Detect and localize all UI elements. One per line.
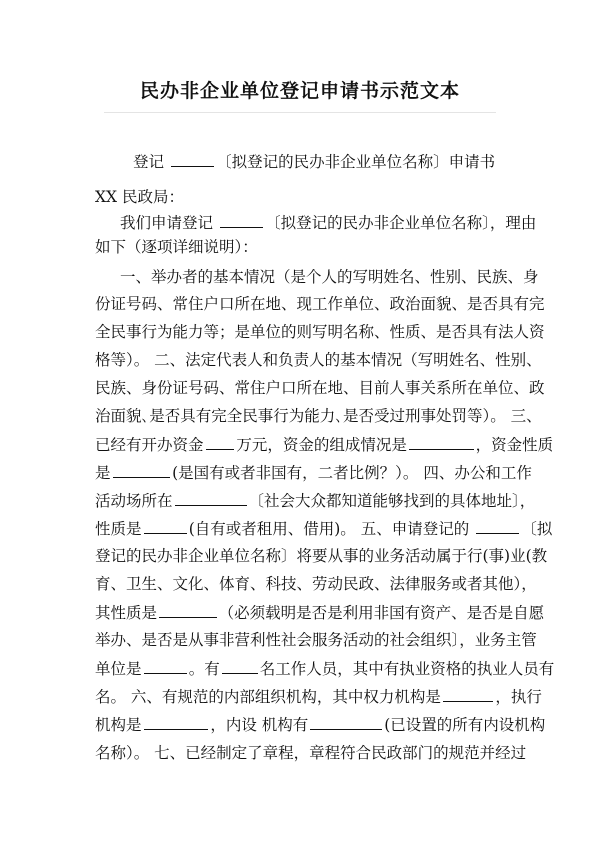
- body-line: [95, 378, 545, 398]
- blank-field: [159, 602, 217, 618]
- body-line: [95, 686, 542, 707]
- body-line: [95, 490, 535, 511]
- document-title: 民办非企业单位登记申请书示范文本: [139, 80, 460, 102]
- text-run: 登记: [133, 153, 169, 171]
- text-run: 〔拟登记的民办非企业单位名称〕，理由: [265, 214, 537, 232]
- body-line: [95, 658, 554, 679]
- blank-field: [310, 714, 382, 730]
- text-run: 名。 六、有规范的内部组织机构，其中权力机构是: [95, 688, 441, 706]
- blank-field: [220, 212, 263, 228]
- text-run: 治面貌､是否具有完全民事行为能力､是否受过刑事处罚等）。 三、: [95, 407, 542, 425]
- text-run: 格等）。 二、法定代表人和负责人的基本情况（写明姓名、性别、: [95, 351, 542, 369]
- blank-field: [144, 518, 187, 534]
- blank-field: [144, 714, 209, 730]
- text-run: XX 民政局：: [95, 188, 184, 206]
- body-line: [95, 602, 544, 623]
- body-line: [95, 714, 545, 735]
- body-line: [95, 322, 545, 342]
- body-line: [95, 237, 258, 257]
- text-run: ，内设 机构有: [210, 716, 309, 734]
- text-run: 机构是: [95, 716, 142, 734]
- body-line: [95, 743, 526, 763]
- body-line: [133, 151, 495, 172]
- text-run: 名工作人员，其中有执业资格的执业人员有: [259, 660, 555, 678]
- text-run: 〔社会大众都知道能够找到的具体地址〕，: [248, 492, 536, 510]
- text-run: 。有: [188, 660, 220, 678]
- text-run: ，资金性质: [475, 436, 554, 454]
- body-line: [95, 434, 553, 455]
- text-run: (已设置的所有内设机构: [384, 716, 546, 734]
- body-line: [95, 350, 542, 370]
- blank-field: [175, 490, 247, 506]
- text-run: 登记的民办非企业单位名称〕将要从事的业务活动属于行(事)业(教: [95, 547, 548, 565]
- text-run: 万元，资金的组成情况是: [236, 436, 407, 454]
- body-line: [120, 267, 539, 287]
- body-line: [95, 630, 537, 650]
- text-run: 单位是: [95, 660, 142, 678]
- text-run: （必须载明是否是利用非国有资产、是否是自愿: [218, 604, 545, 622]
- blank-field: [222, 658, 258, 674]
- body-line: [95, 187, 184, 207]
- text-run: 性质是: [95, 520, 142, 538]
- text-run: 份证号码、常住户口所在地、现工作单位、政治面貌、是否具有完: [95, 295, 545, 313]
- text-run: 名称）。 七、已经制定了章程，章程符合民政部门的规范并经过: [95, 744, 527, 762]
- blank-field: [113, 462, 171, 478]
- text-run: (是国有或者非国有，二者比例？）。 四、办公和工作: [172, 464, 532, 482]
- text-run: 已经有开办资金: [95, 436, 204, 454]
- text-run: 民族、身份证号码、常住户口所在地、目前人事关系所在单位、政: [95, 379, 545, 397]
- body-line: [120, 212, 536, 233]
- body-line: [95, 518, 552, 539]
- body-line: [95, 406, 542, 426]
- text-run: 全民事行为能力等；是单位的则写明名称、性质、是否具有法人资: [95, 323, 545, 341]
- body-line: [95, 294, 545, 314]
- text-run: 活动场所在: [95, 492, 173, 510]
- text-run: 一、举办者的基本情况（是个人的写明姓名、性别、民族、身: [120, 268, 539, 286]
- text-run: 其性质是: [95, 604, 158, 622]
- blank-field: [206, 434, 235, 450]
- text-run: ，执行: [495, 688, 542, 706]
- text-run: 是: [95, 464, 111, 482]
- title-divider: [104, 112, 496, 113]
- blank-field: [144, 658, 187, 674]
- body-line: [95, 546, 547, 566]
- text-run: 如下（逐项详细说明）：: [95, 238, 258, 256]
- body-line: [95, 574, 537, 594]
- text-run: 我们申请登记: [120, 214, 218, 232]
- blank-field: [409, 434, 474, 450]
- text-run: 〔拟登记的民办非企业单位名称〕申请书: [216, 153, 496, 171]
- text-run: 〔拟: [521, 520, 553, 538]
- body-line: [95, 462, 532, 483]
- text-run: 育、卫生、文化、体育、科技、劳动民政、法律服务或者其他），: [95, 575, 537, 593]
- blank-field: [476, 518, 519, 534]
- blank-field: [443, 686, 493, 702]
- text-run: (自有或者租用、借用)。 五、申请登记的: [188, 520, 475, 538]
- text-run: 举办、是否是从事非营利性社会服务活动的社会组织〕，业务主管: [95, 631, 537, 649]
- blank-field: [171, 151, 214, 167]
